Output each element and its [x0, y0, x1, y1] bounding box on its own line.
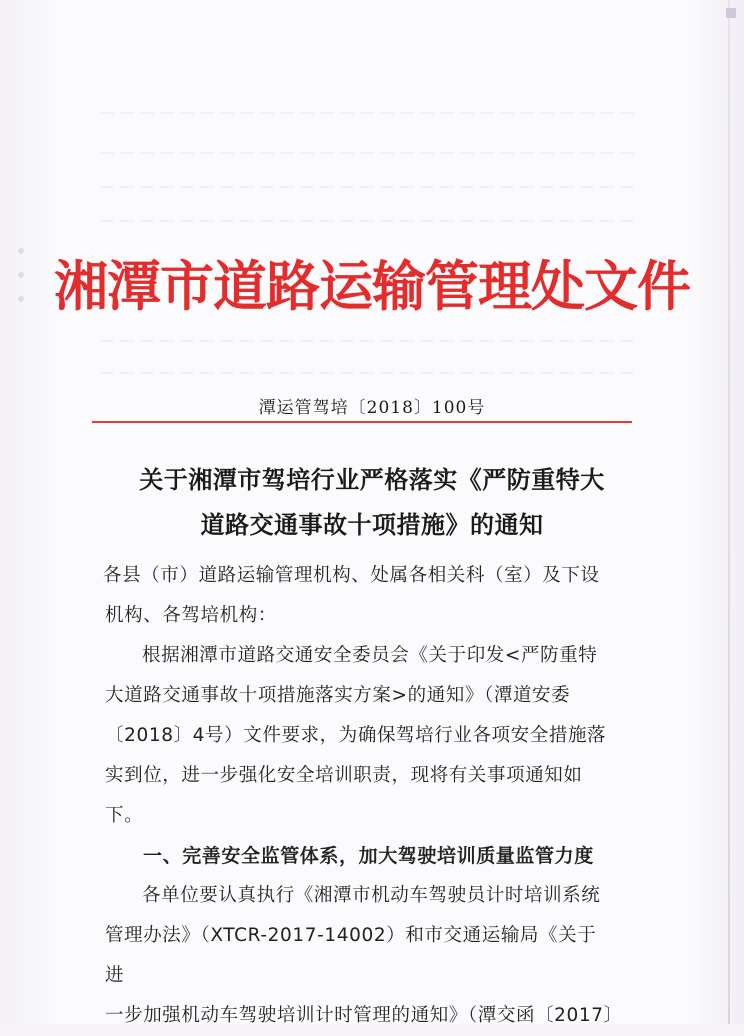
show-through-text — [100, 372, 640, 374]
corner-mark — [726, 8, 736, 18]
body-paragraph-line: 〔2018〕4号）文件要求，为确保驾培行业各项安全措施落 — [105, 725, 607, 746]
document-body — [103, 556, 623, 1036]
show-through-text — [100, 340, 640, 342]
body-paragraph-line: 一步加强机动车驾驶培训计时管理的通知》（潭交函〔2017〕 — [105, 1005, 623, 1026]
agency-header-title: 湘潭市道路运输管理处文件 — [54, 254, 690, 318]
notice-title-line: 道路交通事故十项措施》的通知 — [200, 511, 544, 539]
body-paragraph-line: 实到位，进一步强化安全培训职责，现将有关事项通知如下。 — [105, 765, 583, 826]
red-divider-rule — [92, 421, 632, 423]
show-through-text — [100, 152, 640, 154]
body-paragraph-line: 根据湘潭市道路交通安全委员会《关于印发<严防重特 — [142, 645, 598, 666]
body-paragraph-line: 管理办法》（XTCR-2017-14002）和市交通运输局《关于进 — [105, 925, 597, 986]
addressee-line: 各县（市）道路运输管理机构、处属各相关科（室）及下设 — [103, 565, 600, 586]
show-through-text — [100, 186, 640, 188]
show-through-text — [100, 220, 640, 222]
show-through-text — [100, 112, 640, 114]
page-edge — [728, 0, 730, 1024]
addressee-line: 机构、各驾培机构： — [105, 605, 277, 626]
notice-title-line: 关于湘潭市驾培行业严格落实《严防重特大 — [139, 466, 605, 494]
document-number: 潭运管驾培〔2018〕100号 — [258, 398, 486, 418]
body-paragraph-line: 各单位要认真执行《湘潭市机动车驾驶员计时培训系统 — [142, 885, 601, 906]
body-paragraph-line: 大道路交通事故十项措施落实方案>的通知》（潭道安委 — [105, 685, 571, 706]
section-heading: 一、完善安全监管体系，加大驾驶培训质量监管力度 — [143, 845, 594, 867]
notice-title — [70, 458, 674, 548]
